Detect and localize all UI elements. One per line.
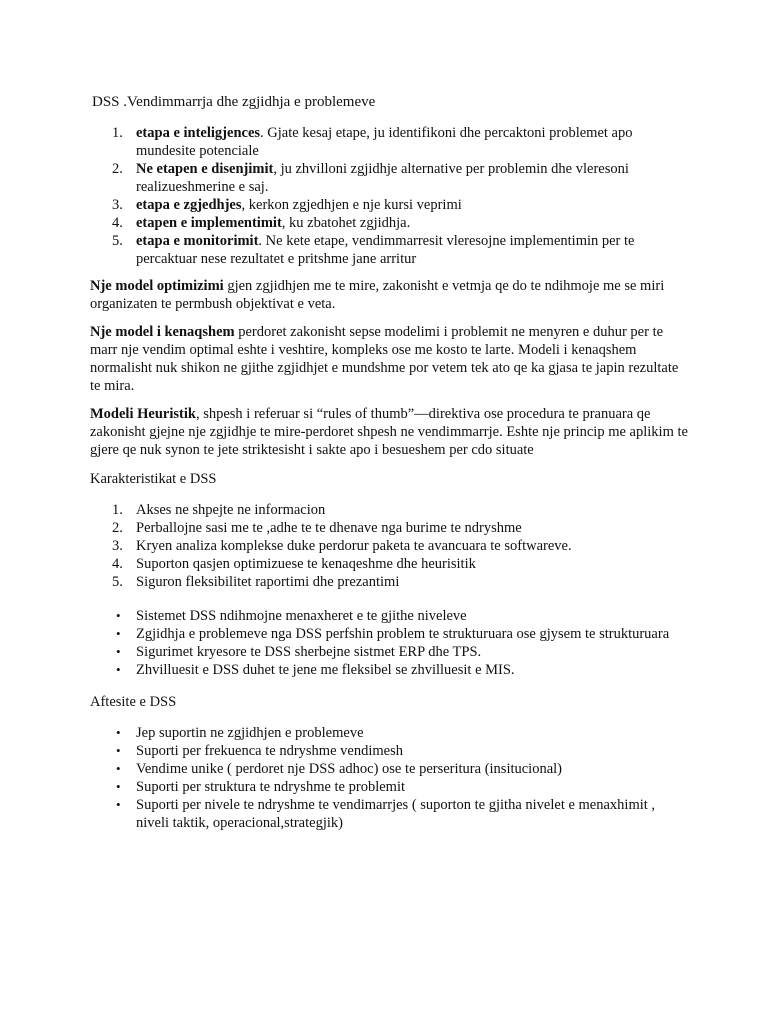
- bullet-icon: •: [116, 761, 121, 776]
- list-item: [90, 796, 690, 832]
- list-item: [90, 537, 690, 555]
- list-number: 1.: [112, 502, 123, 518]
- list-item: [90, 724, 690, 742]
- list-text: Siguron fleksibilitet raportimi dhe prezantimi: [136, 574, 400, 590]
- stage-text: . Gjate kesaj etape, ju identifikoni dhe percaktoni problemet apo mundesite potenciale: [136, 125, 633, 159]
- satisficing-model-paragraph: [90, 323, 690, 395]
- bullet-icon: •: [116, 662, 121, 677]
- list-item: [90, 232, 690, 268]
- list-text: Jep suportin ne zgjidhjen e problemeve: [136, 725, 364, 741]
- bullet-icon: •: [116, 779, 121, 794]
- paragraph-term: Nje model i kenaqshem: [90, 324, 235, 340]
- characteristics-heading: Karakteristikat e DSS: [90, 471, 217, 487]
- list-number: 4.: [112, 556, 123, 572]
- stage-text: , kerkon zgjedhjen e nje kursi veprimi: [241, 197, 462, 213]
- list-number: 2.: [112, 161, 123, 177]
- optimization-model-paragraph: [90, 277, 690, 313]
- characteristics-list: [90, 501, 690, 591]
- list-item: [90, 643, 690, 661]
- stage-term: etapa e monitorimit: [136, 233, 259, 249]
- stage-term: Ne etapen e disenjimit: [136, 161, 274, 177]
- list-item: [90, 661, 690, 679]
- list-number: 4.: [112, 215, 123, 231]
- stage-term: etapen e implementimit: [136, 215, 282, 231]
- list-item: [90, 214, 690, 232]
- list-text: Sistemet DSS ndihmojne menaxheret e te gjithe niveleve: [136, 608, 467, 624]
- list-text: Suporton qasjen optimizuese te kenaqeshme dhe heurisitik: [136, 556, 476, 572]
- paragraph-text: gjen zgjidhjen me te mire, zakonisht e vetmja qe do te ndihmoje me se miri organizaten te permbush objektivat e veta.: [90, 278, 665, 312]
- list-text: Vendime unike ( perdoret nje DSS adhoc) ose te perseritura (insitucional): [136, 761, 563, 777]
- document-title: DSS .Vendimmarrja dhe zgjidhja e problemeve: [92, 94, 376, 110]
- list-text: Suporti per frekuenca te ndryshme vendimesh: [136, 743, 403, 759]
- bullet-icon: •: [116, 725, 121, 740]
- list-text: Zhvilluesit e DSS duhet te jene me fleksibel se zhvilluesit e MIS.: [136, 662, 515, 678]
- list-item: [90, 124, 690, 160]
- list-item: [90, 196, 690, 214]
- paragraph-text: , shpesh i referuar si “rules of thumb”—direktiva ose procedura te pranuara qe zakonisht gjejne nje zgjidhje te mire-perdoret shpesh ne vendimmarrje. Eshte nje princip me aplikim te gjere qe nuk synon te jete striktesisht i sakte apo i besueshem per cdo situate: [90, 406, 688, 458]
- list-number: 3.: [112, 197, 123, 213]
- list-text: Perballojne sasi me te ,adhe te te dhenave nga burime te ndryshme: [136, 520, 522, 536]
- list-number: 5.: [112, 574, 123, 590]
- paragraph-text: perdoret zakonisht sepse modelimi i problemit ne menyren e duhur per te marr nje vendim optimal eshte i veshtire, kompleks ose me kosto te larte. Modeli i kenaqshem normalisht nuk shikon ne gjithe zgjidhjet e mundshme por vetem tek ato qe ka gjasa te japin rezultate te mira.: [90, 324, 679, 394]
- paragraph-term: Modeli Heuristik: [90, 406, 196, 422]
- list-item: [90, 519, 690, 537]
- stage-text: , ju zhvilloni zgjidhje alternative per problemin dhe vleresoni realizueshmerine e saj.: [136, 161, 629, 195]
- list-item: [90, 742, 690, 760]
- list-text: Kryen analiza komplekse duke perdorur paketa te avancuara te softwareve.: [136, 538, 572, 554]
- list-text: Zgjidhja e problemeve nga DSS perfshin problem te strukturuara ose gjysem te strukturuara: [136, 626, 670, 642]
- list-item: [90, 160, 690, 196]
- list-item: [90, 778, 690, 796]
- bullet-icon: •: [116, 644, 121, 659]
- list-text: Akses ne shpejte ne informacion: [136, 502, 326, 518]
- paragraph-term: Nje model optimizimi: [90, 278, 224, 294]
- list-item: [90, 760, 690, 778]
- list-number: 2.: [112, 520, 123, 536]
- heuristic-model-paragraph: [90, 405, 690, 459]
- stage-text: , ku zbatohet zgjidhja.: [281, 215, 411, 231]
- list-item: [90, 625, 690, 643]
- bullet-icon: •: [116, 608, 121, 623]
- list-item: [90, 607, 690, 625]
- list-item: [90, 501, 690, 519]
- list-item: [90, 555, 690, 573]
- bullet-icon: •: [116, 797, 121, 812]
- list-number: 1.: [112, 125, 123, 141]
- list-text: Sigurimet kryesore te DSS sherbejne sistmet ERP dhe TPS.: [136, 644, 482, 660]
- list-number: 5.: [112, 233, 123, 249]
- stage-term: etapa e zgjedhjes: [136, 197, 242, 213]
- stages-list: [90, 124, 690, 268]
- list-number: 3.: [112, 538, 123, 554]
- bullet-icon: •: [116, 626, 121, 641]
- bullet-icon: •: [116, 743, 121, 758]
- list-text: Suporti per nivele te ndryshme te vendimarrjes ( suporton te gjitha nivelet e menaxhimit , niveli taktik, operacional,strategjik): [136, 797, 656, 831]
- list-text: Suporti per struktura te ndryshme te problemit: [136, 779, 406, 795]
- stage-term: etapa e inteligjences: [136, 125, 261, 141]
- stage-text: . Ne kete etape, vendimmarresit vleresojne implementimin per te percaktuar nese rezultatet e pritshme jane arritur: [136, 233, 635, 267]
- capabilities-bullet-list: [90, 724, 690, 832]
- dss-bullet-list: [90, 607, 690, 679]
- list-item: [90, 573, 690, 591]
- capabilities-heading: Aftesite e DSS: [90, 694, 177, 710]
